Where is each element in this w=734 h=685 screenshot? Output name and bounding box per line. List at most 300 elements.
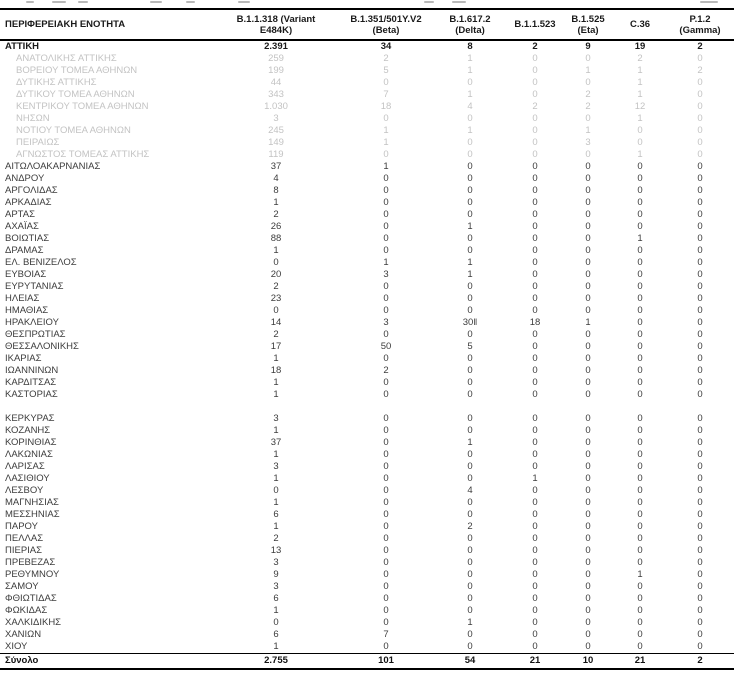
value-cell: 0 — [383, 473, 389, 484]
region-name-cell: ΕΥΡΥΤΑΝΙΑΣ — [5, 281, 64, 292]
value-cell: 0 — [467, 245, 473, 256]
value-cell: 0 — [467, 149, 473, 160]
table-row — [0, 40, 734, 53]
value-cell: 0 — [697, 425, 703, 436]
value-cell: 0 — [637, 137, 643, 148]
value-cell: 2 — [273, 209, 279, 220]
table-row — [0, 269, 734, 281]
value-cell: 0 — [532, 413, 538, 424]
region-name-cell: ΚΑΡΔΙΤΣΑΣ — [5, 377, 57, 388]
region-name-cell: ΑΡΤΑΣ — [5, 209, 35, 220]
value-cell: 1 — [637, 569, 643, 580]
table-row — [0, 629, 734, 641]
value-cell: 34 — [380, 41, 392, 52]
region-name-cell: ΦΩΚΙΔΑΣ — [5, 605, 48, 616]
region-name-cell: ΑΝΑΤΟΛΙΚΗΣ ΑΤΤΙΚΗΣ — [16, 53, 117, 64]
value-cell: 0 — [697, 545, 703, 556]
region-name-cell: ΔΥΤΙΚΟΥ ΤΟΜΕΑ ΑΘΗΝΩΝ — [16, 89, 135, 100]
value-cell: 0 — [467, 209, 473, 220]
value-cell: 1 — [467, 89, 473, 100]
value-cell: 0 — [585, 353, 591, 364]
value-cell: 1 — [383, 137, 389, 148]
value-cell: 1 — [273, 641, 279, 652]
value-cell: 0 — [383, 437, 389, 448]
value-cell: 0 — [467, 545, 473, 556]
value-cell: 0 — [532, 365, 538, 376]
value-cell: 0 — [532, 233, 538, 244]
value-cell: 0 — [383, 509, 389, 520]
value-cell: 0 — [273, 617, 279, 628]
table-row — [0, 53, 734, 65]
table-row — [0, 377, 734, 389]
value-cell: 0 — [585, 485, 591, 496]
value-cell: 0 — [383, 149, 389, 160]
value-cell: 0 — [637, 221, 643, 232]
value-cell: 8 — [467, 41, 473, 52]
value-cell: 3 — [273, 113, 279, 124]
region-name-cell: ΗΡΑΚΛΕΙΟΥ — [5, 317, 59, 328]
cropped-text-remnant — [0, 0, 734, 5]
value-cell: 0 — [383, 245, 389, 256]
value-cell: 0 — [467, 581, 473, 592]
value-cell: 0 — [697, 293, 703, 304]
value-cell: 259 — [268, 53, 284, 64]
region-name-cell: ΒΟΙΩΤΙΑΣ — [5, 233, 50, 244]
total-cell: 21 — [634, 655, 646, 666]
value-cell: 0 — [383, 305, 389, 316]
value-cell: 0 — [383, 77, 389, 88]
value-cell: 20 — [270, 269, 282, 280]
value-cell — [614, 401, 666, 413]
total-cell: 101 — [378, 655, 394, 666]
value-cell: 0 — [585, 113, 591, 124]
value-cell: 0 — [532, 461, 538, 472]
value-cell: 0 — [697, 209, 703, 220]
value-cell: 0 — [383, 569, 389, 580]
value-cell: 0 — [383, 533, 389, 544]
region-name-cell: ΑΤΤΙΚΗ — [5, 41, 40, 52]
total-cell: 2 — [697, 655, 703, 666]
value-cell: 0 — [637, 161, 643, 172]
value-cell: 0 — [697, 437, 703, 448]
value-cell: 0 — [383, 173, 389, 184]
value-cell: 0 — [383, 209, 389, 220]
region-name-cell: ΑΡΚΑΔΙΑΣ — [5, 197, 52, 208]
region-name-cell: ΒΟΡΕΙΟΥ ΤΟΜΕΑ ΑΘΗΝΩΝ — [16, 65, 138, 76]
value-cell: 0 — [467, 197, 473, 208]
value-cell: 0 — [637, 341, 643, 352]
region-name-cell: ΧΑΝΙΩΝ — [5, 629, 42, 640]
value-cell: 0 — [532, 569, 538, 580]
value-cell: 0 — [532, 89, 538, 100]
value-cell: 1 — [637, 113, 643, 124]
value-cell: 1 — [467, 53, 473, 64]
value-cell: 2 — [532, 101, 538, 112]
value-cell: 0 — [697, 473, 703, 484]
value-cell: 199 — [268, 65, 284, 76]
value-cell: 0 — [273, 305, 279, 316]
value-cell: 0 — [697, 101, 703, 112]
value-cell — [340, 401, 432, 413]
value-cell: 0 — [532, 629, 538, 640]
region-name-cell: ΠΕΛΛΑΣ — [5, 533, 44, 544]
value-cell: 0 — [467, 533, 473, 544]
region-name-cell: ΘΕΣΠΡΩΤΙΑΣ — [5, 329, 66, 340]
table-row — [0, 641, 734, 654]
value-cell: 0 — [585, 233, 591, 244]
value-cell: 0 — [697, 533, 703, 544]
value-cell: 0 — [637, 281, 643, 292]
value-cell: 1 — [273, 449, 279, 460]
value-cell: 0 — [637, 173, 643, 184]
total-cell: 2.755 — [264, 655, 288, 666]
value-cell: 0 — [637, 641, 643, 652]
value-cell: 0 — [697, 617, 703, 628]
value-cell: 0 — [532, 113, 538, 124]
value-cell: 0 — [585, 209, 591, 220]
value-cell: 0 — [467, 605, 473, 616]
value-cell: 9 — [585, 41, 591, 52]
value-cell: 1 — [637, 149, 643, 160]
value-cell: 0 — [532, 389, 538, 400]
table-row — [0, 509, 734, 521]
value-cell: 0 — [585, 617, 591, 628]
table-row — [0, 353, 734, 365]
value-cell: 0 — [697, 365, 703, 376]
value-cell: 0 — [383, 221, 389, 232]
value-cell: 2 — [273, 533, 279, 544]
column-header-variant: C.36 — [629, 19, 651, 30]
value-cell: 0 — [532, 53, 538, 64]
column-header-variant: P.1.2 (Gamma) — [679, 13, 721, 36]
region-name-cell: ΑΧΑΪΑΣ — [5, 221, 39, 232]
value-cell: 0 — [532, 257, 538, 268]
value-cell: 0 — [697, 557, 703, 568]
value-cell: 1 — [585, 317, 591, 328]
value-cell: 0 — [532, 593, 538, 604]
value-cell: 1 — [273, 497, 279, 508]
table-row — [0, 617, 734, 629]
value-cell: 0 — [637, 617, 643, 628]
value-cell: 0 — [585, 281, 591, 292]
value-cell: 0 — [637, 293, 643, 304]
value-cell: 0 — [532, 557, 538, 568]
table-row — [0, 185, 734, 197]
value-cell: 1 — [637, 77, 643, 88]
value-cell: 1 — [383, 161, 389, 172]
value-cell: 0 — [697, 137, 703, 148]
region-name-cell: ΝΟΤΙΟΥ ΤΟΜΕΑ ΑΘΗΝΩΝ — [16, 125, 131, 136]
value-cell: 0 — [532, 341, 538, 352]
value-cell: 88 — [270, 233, 282, 244]
total-row-label: Σύνολο — [5, 655, 39, 666]
table-row — [0, 305, 734, 317]
value-cell: 4 — [467, 101, 473, 112]
value-cell: 0 — [637, 125, 643, 136]
value-cell: 0 — [697, 113, 703, 124]
value-cell: 0 — [467, 509, 473, 520]
value-cell: 0 — [585, 245, 591, 256]
table-row — [0, 605, 734, 617]
value-cell: 0 — [532, 617, 538, 628]
value-cell: 0 — [467, 305, 473, 316]
value-cell: 0 — [697, 317, 703, 328]
value-cell: 0 — [383, 329, 389, 340]
value-cell: 0 — [697, 185, 703, 196]
value-cell: 0 — [585, 557, 591, 568]
value-cell: 0 — [467, 173, 473, 184]
value-cell: 2 — [697, 41, 703, 52]
value-cell: 0 — [532, 209, 538, 220]
value-cell: 18 — [270, 365, 282, 376]
value-cell: 0 — [467, 365, 473, 376]
region-name-cell: ΦΘΙΩΤΙΔΑΣ — [5, 593, 57, 604]
value-cell: 0 — [532, 293, 538, 304]
region-name-cell: ΚΟΡΙΝΘΙΑΣ — [5, 437, 57, 448]
value-cell: 343 — [268, 89, 284, 100]
column-header-region: ΠΕΡΙΦΕΡΕΙΑΚΗ ΕΝΟΤΗΤΑ — [5, 19, 126, 30]
value-cell: 0 — [585, 293, 591, 304]
table-row — [0, 293, 734, 305]
value-cell: 2.391 — [264, 41, 288, 52]
value-cell: 2 — [637, 53, 643, 64]
table-row — [0, 113, 734, 125]
value-cell: 44 — [270, 77, 282, 88]
value-cell: 0 — [637, 389, 643, 400]
total-cell: 54 — [464, 655, 476, 666]
value-cell: 0 — [585, 53, 591, 64]
table-row — [0, 437, 734, 449]
value-cell: 0 — [467, 569, 473, 580]
region-name-cell: ΗΜΑΘΙΑΣ — [5, 305, 49, 316]
value-cell: 0 — [585, 497, 591, 508]
value-cell: 0 — [637, 185, 643, 196]
value-cell: 2 — [585, 101, 591, 112]
region-name-cell: ΜΕΣΣΗΝΙΑΣ — [5, 509, 60, 520]
value-cell: 0 — [532, 533, 538, 544]
value-cell: 0 — [637, 317, 643, 328]
value-cell: 3 — [383, 269, 389, 280]
value-cell: 1 — [467, 257, 473, 268]
value-cell: 0 — [585, 521, 591, 532]
value-cell: 0 — [697, 605, 703, 616]
value-cell: 0 — [532, 65, 538, 76]
value-cell: 2 — [585, 89, 591, 100]
value-cell: 0 — [532, 545, 538, 556]
value-cell: 0 — [383, 521, 389, 532]
value-cell: 0 — [697, 149, 703, 160]
value-cell: 0 — [697, 305, 703, 316]
value-cell: 0 — [585, 305, 591, 316]
table-row — [0, 149, 734, 161]
region-name-cell: ΛΑΣΙΘΙΟΥ — [5, 473, 50, 484]
value-cell: 0 — [383, 353, 389, 364]
value-cell: 0 — [637, 365, 643, 376]
table-row — [0, 137, 734, 149]
region-name-cell: ΕΥΒΟΙΑΣ — [5, 269, 47, 280]
value-cell: 0 — [383, 497, 389, 508]
value-cell: 0 — [697, 389, 703, 400]
value-cell: 0 — [697, 221, 703, 232]
value-cell: 0 — [467, 557, 473, 568]
value-cell: 14 — [270, 317, 282, 328]
region-name-cell: ΚΕΝΤΡΙΚΟΥ ΤΟΜΕΑ ΑΘΗΝΩΝ — [16, 101, 149, 112]
value-cell: 0 — [585, 629, 591, 640]
value-cell: 1 — [273, 197, 279, 208]
value-cell: 0 — [532, 521, 538, 532]
value-cell: 3 — [273, 461, 279, 472]
value-cell: 0 — [637, 545, 643, 556]
value-cell: 0 — [273, 485, 279, 496]
table-row — [0, 65, 734, 77]
value-cell: 1.030 — [264, 101, 288, 112]
value-cell: 0 — [697, 413, 703, 424]
value-cell: 245 — [268, 125, 284, 136]
region-name-cell: ΗΛΕΙΑΣ — [5, 293, 40, 304]
value-cell: 0 — [697, 353, 703, 364]
table-row — [0, 545, 734, 557]
value-cell: 1 — [273, 425, 279, 436]
value-cell: 0 — [532, 605, 538, 616]
value-cell: 1 — [383, 257, 389, 268]
value-cell: 0 — [532, 437, 538, 448]
value-cell: 0 — [637, 593, 643, 604]
value-cell: 0 — [697, 569, 703, 580]
value-cell: 6 — [273, 509, 279, 520]
table-row — [0, 161, 734, 173]
region-name-cell: ΛΑΡΙΣΑΣ — [5, 461, 45, 472]
value-cell: 0 — [467, 113, 473, 124]
value-cell: 0 — [697, 269, 703, 280]
value-cell: 0 — [383, 293, 389, 304]
value-cell: 0 — [697, 197, 703, 208]
value-cell: 0 — [637, 533, 643, 544]
value-cell: 0 — [467, 233, 473, 244]
value-cell: 0 — [467, 329, 473, 340]
table-row — [0, 485, 734, 497]
value-cell: 0 — [637, 353, 643, 364]
total-cell: 10 — [582, 655, 594, 666]
value-cell: 0 — [383, 413, 389, 424]
value-cell: 0 — [637, 497, 643, 508]
total-row — [0, 654, 734, 670]
value-cell: 4 — [273, 173, 279, 184]
value-cell: 0 — [697, 521, 703, 532]
table-row — [0, 461, 734, 473]
value-cell: 0 — [532, 353, 538, 364]
value-cell: 7 — [383, 89, 389, 100]
value-cell: 0 — [637, 485, 643, 496]
value-cell: 0 — [585, 185, 591, 196]
value-cell: 23 — [270, 293, 282, 304]
value-cell: 1 — [585, 65, 591, 76]
value-cell: 2 — [273, 329, 279, 340]
value-cell: 0 — [383, 641, 389, 652]
value-cell: 0 — [697, 233, 703, 244]
value-cell: 0 — [697, 89, 703, 100]
value-cell: 0 — [697, 485, 703, 496]
value-cell: 0 — [467, 353, 473, 364]
value-cell: 0 — [585, 389, 591, 400]
value-cell: 1 — [467, 269, 473, 280]
value-cell: 0 — [585, 473, 591, 484]
value-cell: 1 — [273, 473, 279, 484]
value-cell: 0 — [585, 545, 591, 556]
value-cell: 0 — [697, 461, 703, 472]
region-name-cell: ΠΙΕΡΙΑΣ — [5, 545, 43, 556]
value-cell: 5 — [383, 65, 389, 76]
value-cell: 0 — [532, 641, 538, 652]
value-cell: 0 — [637, 521, 643, 532]
column-header-variant: B.1.351/501Y.V2 (Beta) — [350, 13, 422, 36]
region-name-cell: ΕΛ. ΒΕΝΙΖΕΛΟΣ — [5, 257, 77, 268]
value-cell: 37 — [270, 437, 282, 448]
value-cell: 149 — [268, 137, 284, 148]
value-cell: 0 — [585, 329, 591, 340]
value-cell: 0 — [383, 485, 389, 496]
value-cell: 18 — [380, 101, 392, 112]
value-cell: 1 — [585, 125, 591, 136]
value-cell: 1 — [273, 245, 279, 256]
table-row — [0, 101, 734, 113]
region-name-cell: ΑΙΤΩΛΟΑΚΑΡΝΑΝΙΑΣ — [5, 161, 101, 172]
value-cell: 0 — [273, 257, 279, 268]
value-cell: 0 — [532, 173, 538, 184]
value-cell: 0 — [383, 581, 389, 592]
value-cell: 0 — [697, 581, 703, 592]
table-row — [0, 89, 734, 101]
region-name-cell: ΚΑΣΤΟΡΙΑΣ — [5, 389, 58, 400]
value-cell: 4 — [467, 485, 473, 496]
value-cell: 0 — [585, 449, 591, 460]
value-cell: 3 — [585, 137, 591, 148]
value-cell: 0 — [532, 329, 538, 340]
region-name-cell: ΠΡΕΒΕΖΑΣ — [5, 557, 56, 568]
table-row — [0, 329, 734, 341]
region-name-cell: ΔΡΑΜΑΣ — [5, 245, 44, 256]
value-cell: 0 — [637, 581, 643, 592]
value-cell: 0 — [585, 413, 591, 424]
value-cell: 1 — [532, 473, 538, 484]
value-cell: 0 — [585, 377, 591, 388]
value-cell: 0 — [585, 641, 591, 652]
value-cell: 1 — [467, 617, 473, 628]
value-cell: 0 — [532, 581, 538, 592]
value-cell: 0 — [637, 449, 643, 460]
region-name-cell: ΠΕΙΡΑΙΩΣ — [16, 137, 60, 148]
value-cell: 0 — [467, 293, 473, 304]
region-name-cell: ΧΙΟΥ — [5, 641, 28, 652]
value-cell: 0 — [585, 425, 591, 436]
table-row — [0, 209, 734, 221]
value-cell: 37 — [270, 161, 282, 172]
value-cell: 0 — [637, 269, 643, 280]
value-cell: 0 — [532, 245, 538, 256]
value-cell: 0 — [585, 461, 591, 472]
value-cell: 1 — [273, 353, 279, 364]
table-row — [0, 341, 734, 353]
table-row — [0, 77, 734, 89]
total-cell: 21 — [529, 655, 541, 666]
value-cell: 0 — [467, 389, 473, 400]
value-cell: 0 — [532, 281, 538, 292]
value-cell: 3 — [383, 317, 389, 328]
table-row — [0, 557, 734, 569]
value-cell: 0 — [532, 449, 538, 460]
value-cell: 0 — [467, 413, 473, 424]
value-cell: 0 — [585, 437, 591, 448]
value-cell: 0 — [383, 593, 389, 604]
